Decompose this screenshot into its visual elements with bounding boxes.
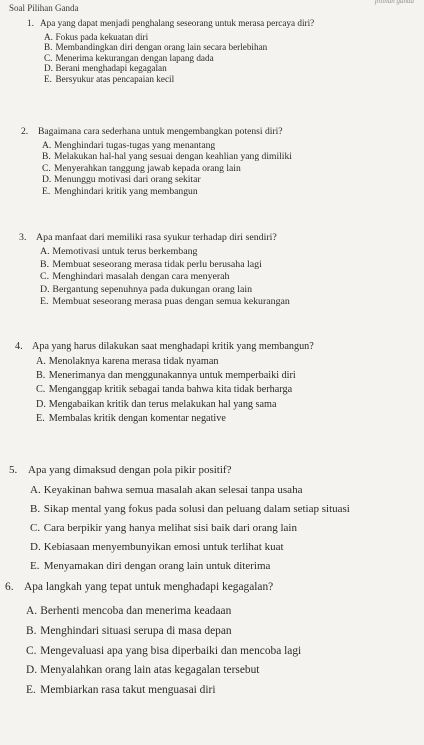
option-e[interactable]	[30, 560, 270, 572]
option-e[interactable]	[44, 74, 174, 84]
option-text: Menyamakan diri dengan orang lain untuk diterima	[43, 560, 271, 572]
option-letter: D.	[36, 398, 46, 410]
option-letter: E.	[40, 296, 49, 308]
question-number: 1.	[27, 18, 34, 28]
page-header: Soal Pilihan Ganda	[9, 3, 79, 13]
option-text: Mengevaluasi apa yang bisa diperbaiki dan mencoba lagi	[40, 644, 302, 657]
option-letter: A.	[26, 605, 38, 617]
option-text: Bergantung sepenuhnya pada dukungan orang lain	[52, 283, 253, 295]
option-letter: E.	[36, 412, 45, 424]
question-number: 2.	[21, 126, 29, 137]
option-text: Menerimanya dan menggunakannya untuk memperbaiki diri	[48, 370, 296, 382]
option-letter: E.	[44, 73, 52, 84]
option-c[interactable]	[42, 163, 241, 174]
option-d[interactable]	[30, 541, 284, 553]
option-text: Menyalahkan orang lain atas kegagalan tersebut	[40, 664, 260, 677]
option-text: Berani menghadapi kegagalan	[55, 63, 167, 74]
option-letter: B.	[42, 151, 51, 163]
question-text: Apa manfaat dari memiliki rasa syukur terhadap diri sendiri?	[36, 232, 277, 243]
question-text: Apa yang dimaksud dengan pola pikir positif?	[28, 464, 232, 476]
option-b[interactable]	[42, 151, 292, 162]
option-text: Memotivasi untuk terus berkembang	[52, 246, 198, 257]
option-text: Bersyukur atas pencapaian kecil	[55, 73, 175, 84]
option-d[interactable]	[44, 63, 167, 73]
option-a[interactable]	[30, 484, 302, 496]
question-text: Apa yang harus dilakukan saat menghadapi kritik yang membangun?	[32, 341, 314, 352]
option-text: Sikap mental yang fokus pada solusi dan peluang dalam setiap situasi	[43, 503, 350, 515]
option-text: Menyerahkan tanggung jawab kepada orang lain	[54, 162, 241, 174]
option-letter: B.	[44, 42, 53, 53]
option-letter: D.	[26, 664, 38, 677]
option-b[interactable]	[40, 259, 262, 270]
option-d[interactable]	[42, 174, 201, 185]
option-c[interactable]	[40, 271, 230, 282]
option-letter: C.	[42, 162, 51, 174]
option-letter: C.	[26, 644, 37, 657]
option-e[interactable]	[40, 296, 290, 307]
option-d[interactable]	[40, 284, 252, 295]
option-letter: C.	[36, 384, 46, 396]
option-text: Membiarkan rasa takut menguasai diri	[40, 684, 216, 697]
option-letter: A.	[40, 246, 50, 257]
option-c[interactable]	[44, 53, 214, 63]
option-text: Membalas kritik dengan komentar negative	[48, 412, 226, 424]
question-number: 5.	[9, 464, 18, 476]
option-text: Keyakinan bahwa semua masalah akan selesai tanpa usaha	[43, 484, 303, 496]
question-number: 3.	[19, 232, 27, 243]
option-letter: B.	[30, 503, 41, 515]
option-text: Menolaknya karena merasa tidak nyaman	[48, 356, 219, 367]
option-text: Melakukan hal-hal yang sesuai dengan keahlian yang dimiliki	[54, 151, 292, 163]
option-letter: D.	[42, 174, 52, 186]
option-text: Fokus pada kekuatan diri	[55, 32, 149, 42]
option-letter: C.	[40, 271, 50, 283]
option-e[interactable]	[26, 684, 215, 696]
option-d[interactable]	[36, 399, 276, 410]
option-b[interactable]	[30, 503, 350, 515]
option-e[interactable]	[42, 186, 198, 197]
option-a[interactable]	[26, 605, 231, 617]
option-letter: E.	[26, 684, 36, 697]
option-letter: A.	[44, 32, 53, 42]
option-text: Menghindari kritik yang membangun	[54, 185, 198, 197]
option-d[interactable]	[26, 664, 259, 676]
option-text: Menunggu motivasi dari orang sekitar	[54, 174, 201, 186]
option-letter: D.	[40, 283, 50, 295]
option-letter: C.	[30, 522, 41, 534]
option-text: Menghindari masalah dengan cara menyerah	[52, 271, 230, 283]
question-text: Bagaimana cara sederhana untuk mengembangkan potensi diri?	[38, 126, 283, 137]
option-letter: D.	[44, 63, 53, 74]
option-letter: A.	[42, 140, 52, 151]
option-letter: A.	[30, 484, 41, 496]
option-a[interactable]	[42, 140, 215, 151]
question-text: Apa langkah yang tepat untuk menghadapi kegagalan?	[24, 581, 274, 593]
option-a[interactable]	[40, 246, 197, 257]
option-letter: A.	[36, 356, 46, 367]
option-b[interactable]	[26, 625, 232, 637]
option-letter: B.	[40, 258, 50, 270]
option-text: Mengabaikan kritik dan terus melakukan hal yang sama	[48, 398, 277, 410]
question-number: 4.	[15, 341, 23, 352]
option-a[interactable]	[36, 356, 218, 367]
option-text: Membuat seseorang merasa puas dengan semua kekurangan	[52, 296, 290, 308]
option-c[interactable]	[30, 522, 297, 534]
option-e[interactable]	[36, 413, 226, 424]
option-text: Membandingkan diri dengan orang lain secara berlebihan	[55, 42, 268, 53]
option-text: Berhenti mencoba dan menerima keadaan	[40, 605, 232, 617]
question-number: 6.	[5, 581, 14, 593]
option-letter: B.	[26, 624, 37, 637]
option-letter: E.	[30, 560, 40, 572]
option-letter: D.	[30, 541, 41, 553]
option-text: Menganggap kritik sebagai tanda bahwa kita tidak berharga	[48, 384, 293, 396]
option-a[interactable]	[44, 32, 148, 42]
question-text: Apa yang dapat menjadi penghalang seseorang untuk merasa percaya diri?	[40, 18, 315, 28]
option-text: Membuat seseorang merasa tidak perlu berusaha lagi	[52, 258, 262, 270]
option-c[interactable]	[36, 384, 292, 395]
option-c[interactable]	[26, 645, 301, 657]
option-text: Menghindari tugas-tugas yang menantang	[54, 140, 216, 151]
option-letter: C.	[44, 52, 53, 63]
corner-label: pilihan ganda	[374, 0, 414, 5]
option-text: Menghindari situasi serupa di masa depan	[40, 624, 232, 637]
option-text: Menerima kekurangan dengan lapang dada	[55, 52, 214, 63]
option-text: Kebiasaan menyembunyikan emosi untuk terlihat kuat	[43, 541, 284, 553]
option-letter: E.	[42, 185, 51, 197]
option-b[interactable]	[36, 370, 296, 381]
option-b[interactable]	[44, 42, 267, 52]
option-letter: B.	[36, 370, 46, 382]
option-text: Cara berpikir yang hanya melihat sisi baik dari orang lain	[43, 522, 297, 534]
